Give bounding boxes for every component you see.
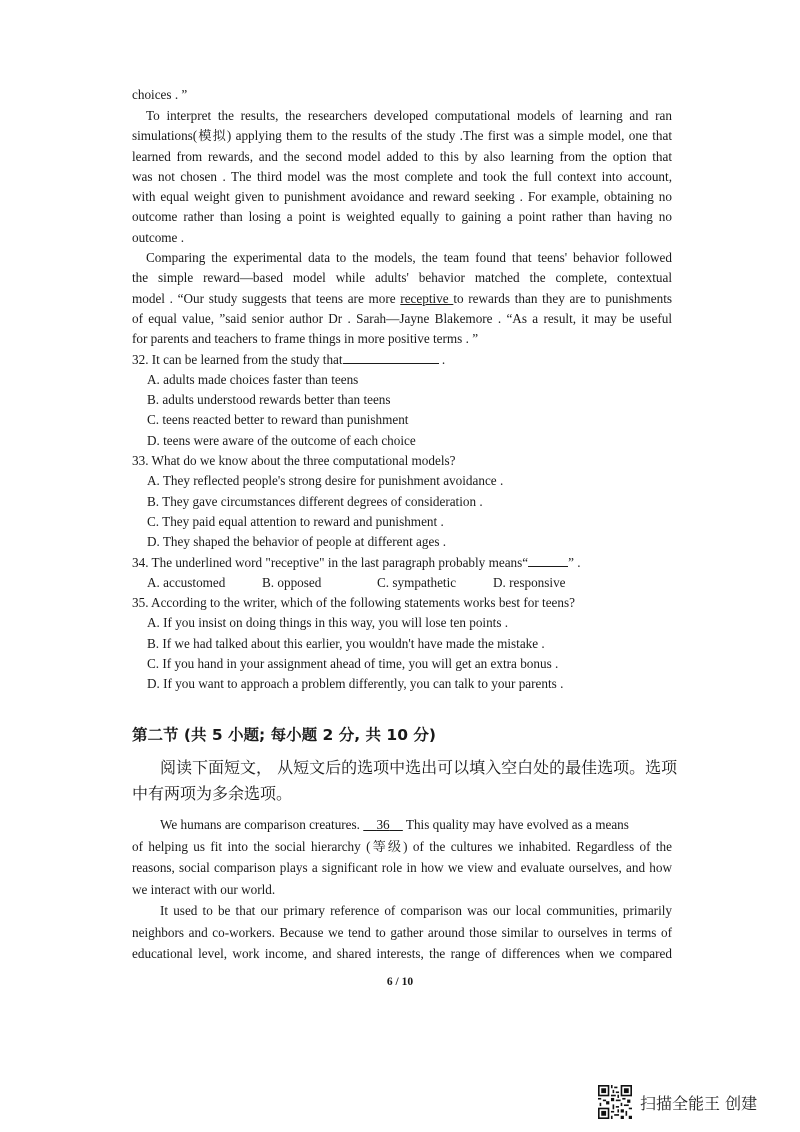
question-34-stem: 34. The underlined word "receptive" in the last paragraph probably means“ ” .: [132, 555, 581, 570]
passage-line: with equal weight given to punishment avoidance and reward seeking . For example, obtaining no: [132, 189, 672, 205]
q35-option-b: B. If we had talked about this earlier, you wouldn't have made the mistake .: [147, 636, 545, 651]
cloze-paragraph-1: [132, 814, 672, 900]
q32-option-b: B. adults understood rewards better than teens: [147, 392, 391, 407]
page-number: 6 / 10: [386, 976, 414, 988]
cloze-line: we interact with our world.: [132, 881, 276, 897]
cloze-paragraph-2: [132, 900, 672, 965]
cloze-line: educational level, work income, and shared interests, the range of differences when we compared: [132, 946, 672, 961]
q35-option-a: A. If you insist on doing things in this way, you will lose ten points .: [147, 615, 509, 630]
underlined-word-receptive: receptive: [400, 290, 454, 306]
q32-option-d: D. teens were aware of the outcome of each choice: [147, 433, 416, 448]
passage-line: Comparing the experimental data to the models, the team found that teens' behavior followed: [146, 250, 672, 265]
section-instruction: [132, 755, 678, 807]
cloze-line: reasons, social comparison plays a significant role in how we view and evaluate ourselves, and how: [132, 860, 672, 875]
q35-option-c: C. If you hand in your assignment ahead of time, you will get an extra bonus .: [147, 656, 559, 671]
blank-36: 36: [376, 817, 390, 832]
question-33-stem: 33. What do we know about the three computational models?: [132, 453, 456, 468]
passage-line: outcome rather than losing a point is weighted equally to gaining a point rather than having no: [132, 209, 672, 225]
answer-blank: [528, 554, 568, 567]
q35-option-d: D. If you want to approach a problem differently, you can talk to your parents .: [147, 676, 564, 691]
q33-option-c: C. They paid equal attention to reward and punishment .: [147, 514, 444, 529]
passage-line: To interpret the results, the researchers developed computational models of learning and ran: [146, 108, 672, 123]
q34-option-a: A. accustomed: [147, 575, 226, 590]
passage-line: for parents and teachers to frame things in more positive terms . ”: [132, 331, 479, 347]
passage-line: of equal value, ”said senior author Dr . Sarah—Jayne Blakemore . “As a result, it may be useful: [132, 310, 672, 326]
passage-line-receptive: model . “Our study suggests that teens are more receptive to rewards than they are to punishments: [132, 290, 672, 306]
passage-paragraph-2: [132, 248, 672, 349]
answer-blank: [343, 351, 439, 364]
instruction-line: 中有两项为多余选项。: [132, 784, 293, 803]
cloze-line: neighbors and co-workers. Because we tend to gather around those similar to ourselves in terms of: [132, 924, 672, 940]
question-32-stem: 32. It can be learned from the study that .: [132, 352, 446, 367]
section-title: 第二节 (共 5 小题; 每小题 2 分, 共 10 分): [132, 726, 436, 744]
q34-option-c: C. sympathetic: [377, 575, 457, 590]
cloze-line: of helping us fit into the social hierarchy (等级) of the cultures we inhabited. Regardless of the: [132, 838, 672, 854]
passage-line: learned from rewards, and the second model added to this by also learning from the option that: [132, 148, 672, 164]
q33-option-d: D. They shaped the behavior of people at different ages .: [147, 534, 447, 549]
cloze-line-blank-36: We humans are comparison creatures. 36 This quality may have evolved as a means: [160, 817, 629, 832]
q34-options: [147, 573, 607, 593]
passage-paragraph-1: [132, 106, 672, 248]
q34-option-d: D. responsive: [493, 575, 566, 590]
qr-code-icon: [598, 1085, 632, 1119]
passage-continuation: [132, 85, 672, 105]
instruction-line: 阅读下面短文， 从短文后的选项中选出可以填入空白处的最佳选项。选项: [160, 758, 678, 777]
cloze-line: It used to be that our primary reference of comparison was our local communities, primarily: [160, 903, 672, 918]
scanner-watermark: [598, 1085, 757, 1119]
q32-option-c: C. teens reacted better to reward than punishment: [147, 412, 409, 427]
q32-option-a: A. adults made choices faster than teens: [147, 372, 359, 387]
passage-line: simulations(模拟) applying them to the results of the study .The first was a simple model, one that: [132, 128, 672, 144]
question-35-stem: 35. According to the writer, which of the following statements works best for teens?: [132, 595, 575, 610]
q34-option-b: B. opposed: [262, 575, 322, 590]
q33-option-b: B. They gave circumstances different degrees of consideration .: [147, 494, 483, 509]
passage-line: was not chosen . The third model was the most complete and took the full context into account,: [132, 168, 672, 184]
watermark-text: 扫描全能王 创建: [640, 1093, 758, 1113]
passage-line: choices . ”: [132, 87, 188, 102]
q33-option-a: A. They reflected people's strong desire for punishment avoidance .: [147, 473, 504, 488]
passage-line: outcome .: [132, 229, 185, 245]
passage-line: the simple reward—based model while adults' behavior matched the complete, contextual: [132, 270, 672, 286]
